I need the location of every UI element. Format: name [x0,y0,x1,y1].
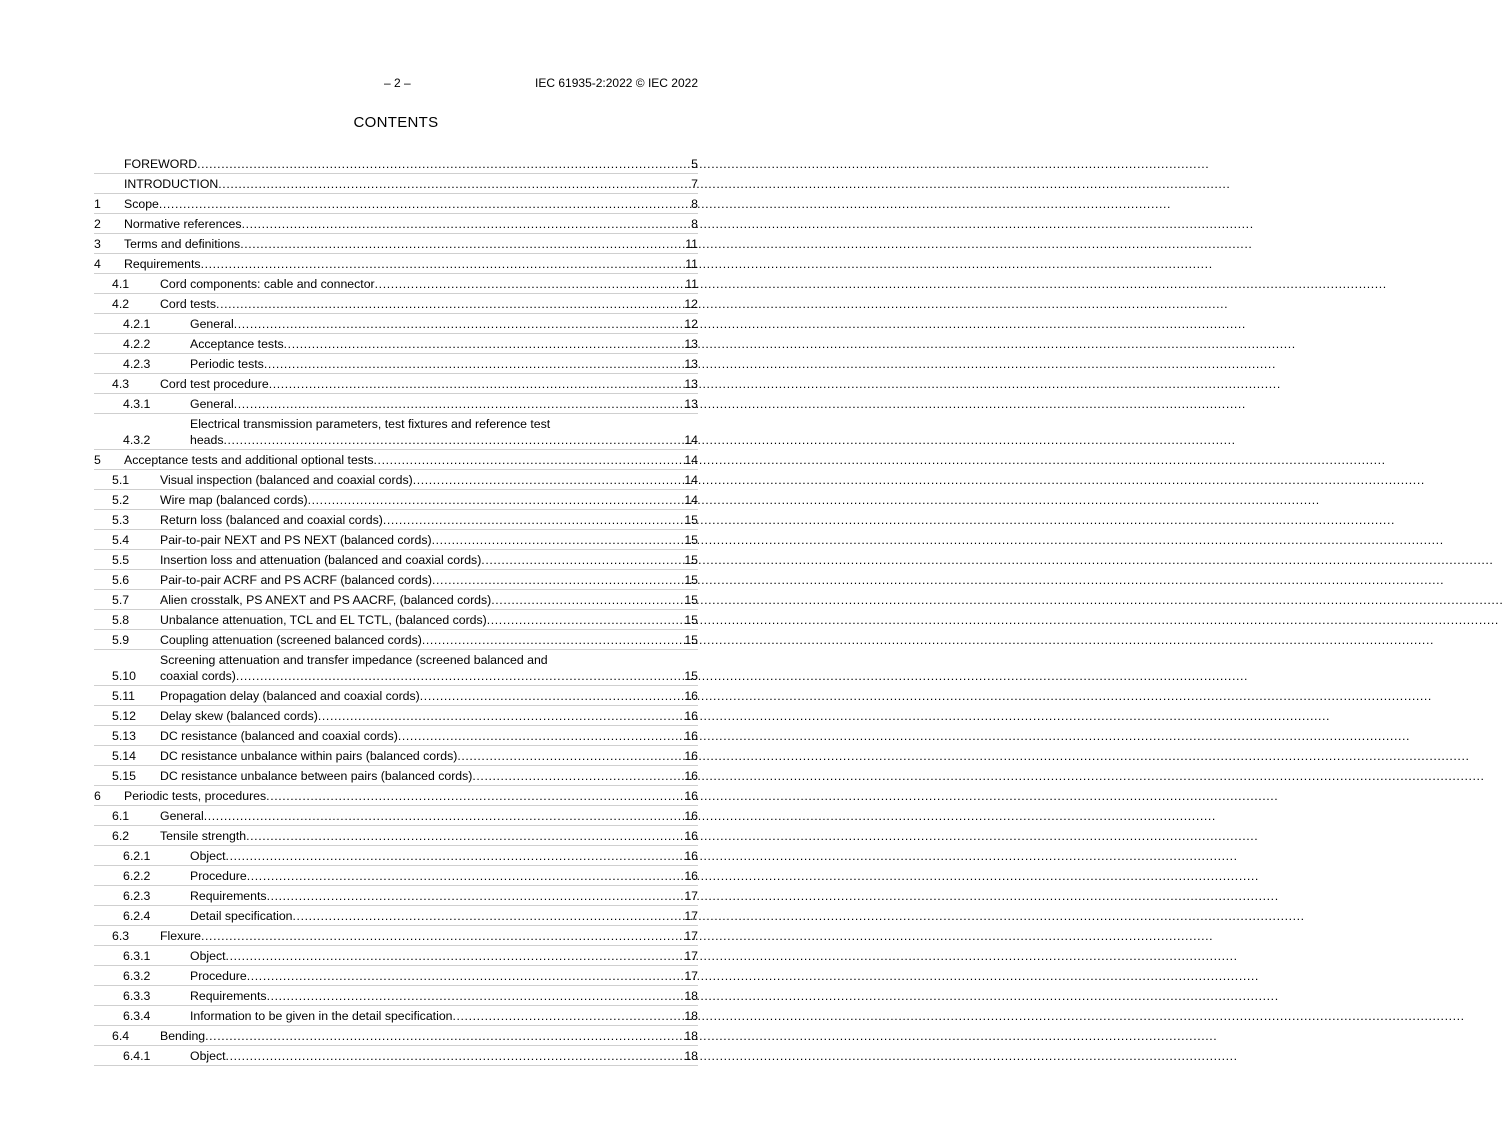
toc-entry-number: 2 [94,217,101,231]
toc-entry-number: 6.3.1 [123,949,151,963]
toc-entry-title: Pair-to-pair ACRF and PS ACRF (balanced cords) [160,573,433,587]
toc-entry[interactable] [94,746,698,766]
toc-entry-number: 6 [94,789,101,803]
toc-entry-number: 5.5 [112,553,130,567]
toc-entry[interactable] [94,194,698,214]
toc-entry-page: 17 [684,969,698,983]
toc-entry-title: Procedure [190,969,247,983]
toc-entry-title: Return loss (balanced and coaxial cords) [160,513,383,527]
toc-entry-number: 6.4.1 [123,1049,151,1063]
toc-entry-title: Cord test procedure [160,377,269,391]
toc-dot-leader [247,868,684,884]
toc-dot-leader [318,708,683,724]
toc-entry-number: 6.1 [112,809,130,823]
toc-entry[interactable] [94,294,698,314]
toc-entry-page: 15 [684,513,698,527]
toc-entry[interactable] [94,610,698,630]
toc-dot-leader [422,632,683,648]
toc-entry-title: FOREWORD [124,157,198,171]
toc-entry-page: 15 [684,593,698,607]
toc-dot-leader [236,668,683,684]
toc-entry[interactable] [94,274,698,294]
toc-entry-page: 15 [684,533,698,547]
toc-entry[interactable] [94,214,698,234]
toc-entry-page: 7 [691,177,698,191]
toc-dot-leader [240,236,684,252]
toc-entry-title: General [190,397,234,411]
toc-entry-title: Acceptance tests [190,337,284,351]
toc-dot-leader [159,196,690,212]
toc-dot-leader [226,948,684,964]
toc-dot-leader [204,808,684,824]
toc-entry[interactable] [94,630,698,650]
toc-entry-page: 8 [691,217,698,231]
toc-entry-number: 5.11 [112,689,136,703]
standard-reference: IEC 61935-2:2022 © IEC 2022 [535,76,698,90]
toc-entry-number: 5.8 [112,613,130,627]
toc-entry-title: Pair-to-pair NEXT and PS NEXT (balanced cords) [160,533,432,547]
toc-entry-page: 16 [684,809,698,823]
toc-dot-leader [374,452,684,468]
toc-entry-number: 5.10 [112,669,136,683]
toc-entry-number: 4.3.2 [123,433,151,447]
toc-entry-title-continued: heads [190,433,224,447]
toc-entry-number: 5.6 [112,573,130,587]
toc-entry-number: 6.3.2 [123,969,151,983]
toc-entry[interactable] [94,766,698,786]
toc-dot-leader [432,572,683,588]
toc-entry[interactable] [94,530,698,550]
toc-entry-title: Object [190,949,226,963]
toc-entry[interactable] [94,866,698,886]
toc-entry-title: Requirements [190,989,267,1003]
toc-entry-title: Normative references [124,217,242,231]
toc-entry-page: 17 [684,949,698,963]
toc-entry-title: Cord tests [160,297,217,311]
toc-entry[interactable] [94,1026,698,1046]
toc-entry-number: 4.1 [112,277,130,291]
toc-dot-leader [413,472,684,488]
table-of-contents [94,154,698,1066]
toc-entry-page: 11 [685,257,698,271]
toc-entry-title: Procedure [190,869,247,883]
toc-dot-leader [293,908,684,924]
toc-entry-number: 5.15 [112,769,136,783]
toc-entry-page: 16 [684,689,698,703]
toc-entry-page: 16 [684,869,698,883]
toc-entry-number: 5.2 [112,493,130,507]
toc-dot-leader [226,848,684,864]
toc-entry[interactable] [94,374,698,394]
toc-dot-leader [398,728,683,744]
toc-entry-page: 15 [684,573,698,587]
toc-dot-leader [197,156,690,172]
toc-entry-title: Requirements [124,257,201,271]
toc-dot-leader [487,612,684,628]
toc-entry-title: Information to be given in the detail specification [190,1009,453,1023]
toc-dot-leader [481,552,683,568]
toc-dot-leader [201,256,685,272]
toc-entry-page: 14 [684,453,698,467]
toc-entry-page: 14 [684,433,698,447]
toc-entry[interactable] [94,414,698,450]
toc-entry-title: Wire map (balanced cords) [160,493,308,507]
toc-entry-page: 18 [684,1029,698,1043]
toc-dot-leader [383,512,683,528]
toc-entry-title: Object [190,849,226,863]
toc-entry-number: 1 [94,197,101,211]
toc-entry-page: 14 [684,473,698,487]
toc-entry-number: 3 [94,237,101,251]
toc-dot-leader [242,216,691,232]
toc-entry[interactable] [94,966,698,986]
toc-entry-number: 6.4 [112,1029,130,1043]
toc-entry-title-continued: coaxial cords) [160,669,236,683]
toc-entry-number: 4 [94,257,101,271]
toc-dot-leader [205,1028,683,1044]
toc-entry-number: 6.3.4 [123,1009,151,1023]
toc-entry[interactable] [94,706,698,726]
toc-dot-leader [267,988,684,1004]
toc-dot-leader [264,356,684,372]
toc-entry-number: 5.14 [112,749,136,763]
toc-dot-leader [432,532,684,548]
toc-entry-page: 17 [684,929,698,943]
page-title: CONTENTS [353,114,439,131]
toc-dot-leader [472,768,683,784]
toc-entry[interactable] [94,550,698,570]
toc-entry[interactable] [94,174,698,194]
toc-entry-page: 15 [684,553,698,567]
toc-dot-leader [284,336,684,352]
toc-entry[interactable] [94,946,698,966]
toc-entry-title: Requirements [190,889,267,903]
toc-entry-title: DC resistance unbalance between pairs (balanced cords) [160,769,473,783]
toc-entry-number: 5.3 [112,513,130,527]
toc-dot-leader [201,928,683,944]
toc-dot-leader [453,1008,684,1024]
toc-entry[interactable] [94,510,698,530]
toc-entry-title: General [190,317,234,331]
toc-entry-number: 6.2 [112,829,130,843]
toc-entry[interactable] [94,590,698,610]
toc-entry-number: 5.13 [112,729,136,743]
toc-entry-number: 5.4 [112,533,130,547]
toc-entry-title: Periodic tests [190,357,264,371]
toc-entry-number: 6.2.3 [123,889,151,903]
toc-entry-page: 17 [684,909,698,923]
toc-entry-title: Periodic tests, procedures [124,789,267,803]
toc-entry-title: Object [190,1049,226,1063]
toc-entry-page: 13 [684,357,698,371]
toc-entry[interactable] [94,354,698,374]
toc-entry-title: Scope [124,197,159,211]
toc-entry-page: 13 [684,397,698,411]
toc-entry[interactable] [94,334,698,354]
toc-dot-leader [234,396,684,412]
toc-entry[interactable] [94,726,698,746]
toc-entry-title: DC resistance (balanced and coaxial cords) [160,729,398,743]
toc-entry-page: 16 [684,749,698,763]
toc-dot-leader [224,432,684,448]
toc-entry-page: 16 [684,789,698,803]
toc-entry-number: 5 [94,453,101,467]
toc-entry-title: Detail specification [190,909,293,923]
toc-entry-title: Electrical transmission parameters, test fixtures and reference test [190,417,551,431]
toc-entry-title: Visual inspection (balanced and coaxial cords) [160,473,413,487]
toc-entry-title: Acceptance tests and additional optional tests [124,453,374,467]
toc-dot-leader [226,1048,684,1064]
toc-entry[interactable] [94,154,698,174]
toc-entry-number: 5.7 [112,593,130,607]
toc-entry[interactable] [94,886,698,906]
toc-entry-page: 17 [684,889,698,903]
toc-entry[interactable] [94,806,698,826]
toc-entry-page: 18 [684,989,698,1003]
toc-entry[interactable] [94,786,698,806]
toc-entry[interactable] [94,254,698,274]
toc-dot-leader [491,592,683,608]
toc-entry[interactable] [94,490,698,510]
toc-entry[interactable] [94,906,698,926]
toc-entry-number: 6.2.1 [123,849,151,863]
toc-entry[interactable] [94,1046,698,1066]
toc-entry-number: 6.2.2 [123,869,151,883]
toc-dot-leader [247,968,684,984]
toc-entry-number: 5.9 [112,633,130,647]
toc-entry-title: Alien crosstalk, PS ANEXT and PS AACRF, (balanced cords) [160,593,492,607]
toc-entry-number: 4.2 [112,297,130,311]
toc-entry-page: 11 [685,277,698,291]
toc-dot-leader [218,176,690,192]
toc-entry-number: 4.3 [112,377,130,391]
toc-entry-page: 5 [691,157,698,171]
toc-entry-page: 14 [684,493,698,507]
toc-entry-title: Delay skew (balanced cords) [160,709,318,723]
toc-entry-page: 18 [684,1009,698,1023]
toc-entry-number: 5.1 [112,473,130,487]
toc-dot-leader [308,492,684,508]
toc-entry-number: 6.3.3 [123,989,151,1003]
toc-entry-title: Terms and definitions [124,237,241,251]
toc-entry[interactable] [94,470,698,490]
toc-dot-leader [267,888,684,904]
toc-entry[interactable] [94,686,698,706]
toc-entry-page: 16 [684,829,698,843]
toc-dot-leader [375,276,685,292]
toc-entry-title: Tensile strength [160,829,247,843]
toc-dot-leader [420,688,684,704]
toc-entry-title: Cord components: cable and connector [160,277,375,291]
toc-entry[interactable] [94,570,698,590]
toc-entry-number: 4.3.1 [123,397,151,411]
toc-dot-leader [246,828,683,844]
toc-entry-page: 18 [684,1049,698,1063]
toc-entry-page: 15 [684,613,698,627]
toc-entry-page: 12 [684,317,698,331]
toc-entry-number: 6.3 [112,929,130,943]
toc-entry-page: 13 [684,377,698,391]
toc-dot-leader [216,296,683,312]
toc-entry-title: Propagation delay (balanced and coaxial cords) [160,689,420,703]
toc-entry[interactable] [94,394,698,414]
toc-entry[interactable] [94,1006,698,1026]
toc-dot-leader [269,376,684,392]
toc-entry[interactable] [94,234,698,254]
toc-entry-number: 4.2.3 [123,357,151,371]
toc-entry[interactable] [94,314,698,334]
toc-entry-page: 11 [685,237,698,251]
toc-entry-number: 5.12 [112,709,136,723]
toc-dot-leader [266,788,683,804]
toc-entry-page: 12 [684,297,698,311]
toc-entry-title: INTRODUCTION [124,177,219,191]
toc-entry-number: 6.2.4 [123,909,151,923]
toc-entry-title: Insertion loss and attenuation (balanced and coaxial cords) [160,553,482,567]
toc-entry-page: 16 [684,709,698,723]
toc-entry-title: Coupling attenuation (screened balanced cords) [160,633,422,647]
page-header [94,76,698,92]
toc-entry-page: 16 [684,849,698,863]
toc-entry-title: DC resistance unbalance within pairs (balanced cords) [160,749,458,763]
toc-entry-number: 4.2.1 [123,317,151,331]
toc-dot-leader [234,316,684,332]
toc-entry-page: 15 [684,633,698,647]
toc-entry[interactable] [94,826,698,846]
toc-entry-page: 16 [684,729,698,743]
toc-entry-page: 8 [691,197,698,211]
toc-entry-title: General [160,809,204,823]
toc-entry[interactable] [94,986,698,1006]
toc-entry-title: Unbalance attenuation, TCL and EL TCTL, (balanced cords) [160,613,487,627]
toc-entry-title: Screening attenuation and transfer impedance (screened balanced and [160,653,548,667]
toc-entry[interactable] [94,450,698,470]
toc-entry-number: 4.2.2 [123,337,151,351]
page-number: – 2 – [384,76,411,90]
toc-entry-page: 13 [684,337,698,351]
toc-entry-title: Flexure [160,929,202,943]
toc-entry-page: 16 [684,769,698,783]
toc-entry[interactable] [94,926,698,946]
toc-entry-title: Bending [160,1029,206,1043]
toc-entry[interactable] [94,650,698,686]
toc-dot-leader [457,748,683,764]
toc-entry-page: 15 [684,669,698,683]
toc-entry[interactable] [94,846,698,866]
